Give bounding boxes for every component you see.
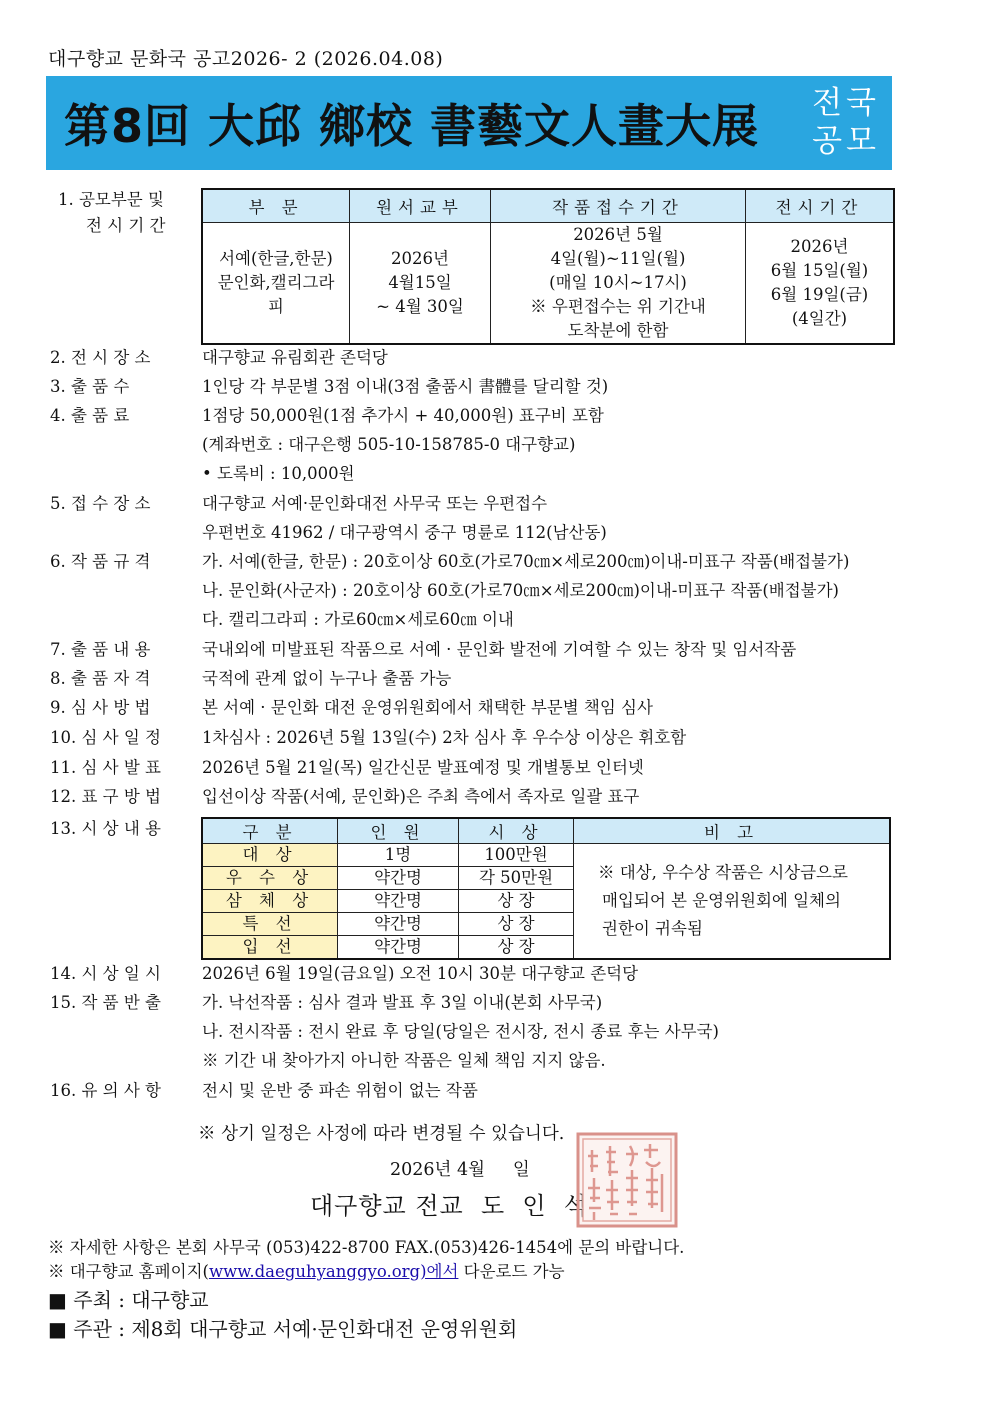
awards-note: ※ 대상, 우수상 작품은 시상금으로 매입되어 본 운영위원회에 일체의 권한이 귀속됨 — [574, 844, 891, 960]
notice-number: 대구향교 문화국 공고2026- 2 (2026.04.08) — [48, 48, 444, 70]
banner-subtitle: 전국 공모 — [812, 85, 880, 159]
schedule-table: 부 문 원서교부 작품접수기간 전시기간 서예(한글,한문) 문인화,캘리그라 피 2026년 4월15일 ~ 4월 30일 2026년 5월 4일(월)~11일(월) (매일 10시~17시) ※ 우편접수는 위 기간내 도착분에 한함 2026년 6월 15일(월) 6월 19일(금) (4일간) — [201, 188, 895, 345]
organizer-info: ■ 주관 : 제8회 대구향교 서예·문인화대전 운영위원회 — [48, 1317, 518, 1341]
issue-date: 2026년 4월 일 — [390, 1160, 530, 1180]
homepage-link[interactable]: www.daeguhyanggyo.org — [208, 1262, 421, 1281]
exhibition-period-cell: 2026년 6월 15일(월) 6월 19일(금) (4일간) — [746, 223, 895, 345]
contact-info: ※ 자세한 사항은 본회 사무국 (053)422-8700 FAX.(053)426-1454에 문의 바랍니다. — [48, 1238, 685, 1257]
host-info: ■ 주최 : 대구향교 — [48, 1288, 209, 1312]
title-banner — [46, 76, 892, 170]
schedule-change-notice: ※ 상기 일정은 사정에 따라 변경될 수 있습니다. — [198, 1124, 565, 1144]
download-info: ※ 대구향교 홈페이지(www.daeguhyanggyo.org)에서 다운로드 가능 — [48, 1262, 565, 1281]
category-cell: 서예(한글,한문) 문인화,캘리그라 피 — [202, 223, 350, 345]
signer: 대구향교 전교 도 인 석 — [310, 1192, 589, 1220]
official-seal — [574, 1130, 680, 1230]
application-period-cell: 2026년 4월15일 ~ 4월 30일 — [350, 223, 491, 345]
awards-table: 구 분 인 원 시 상 비 고 대 상 1명 100만원 ※ 대상, 우수상 작품은 시상금으로 매입되어 본 운영위원회에 일체의 권한이 귀속됨 우 수 상 약간명 각 50만원 삼 체 상 약간명 상 장 특 선 약간명 상 장 입 선 약간명 상 장 — [201, 817, 891, 960]
submission-period-cell: 2026년 5월 4일(월)~11일(월) (매일 10시~17시) ※ 우편접수는 위 기간내 도착분에 한함 — [491, 223, 746, 345]
exhibition-title: 第8回 大邱 鄉校 書藝文人畫大展 — [64, 99, 760, 153]
